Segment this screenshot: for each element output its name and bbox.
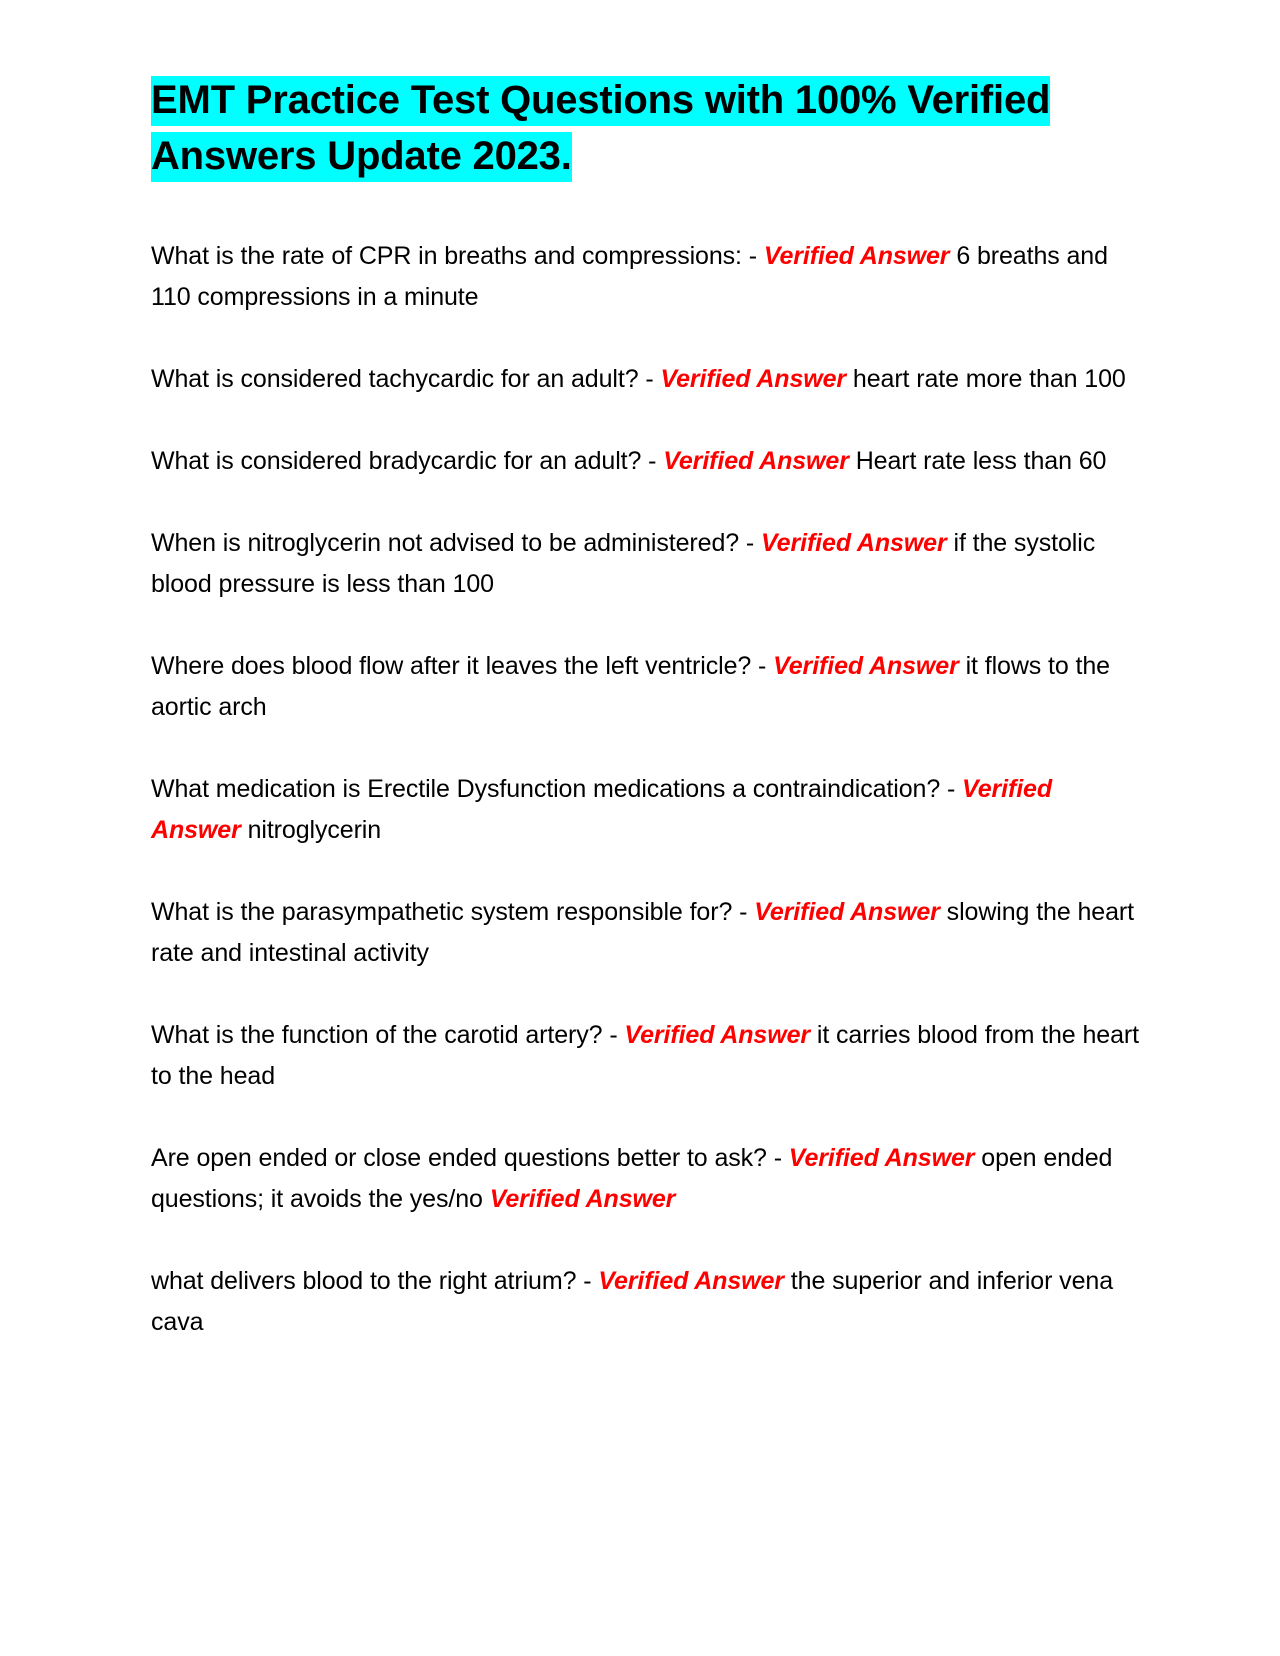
answer-text: open ended questions; it avoids the yes/no xyxy=(151,1144,1113,1213)
verified-answer-label: Verified Answer xyxy=(151,775,1053,844)
document-content xyxy=(151,72,1141,1384)
question-text: Are open ended or close ended questions better to ask? - xyxy=(151,1144,782,1172)
answer-text: it flows to the aortic arch xyxy=(151,652,1110,721)
question-text: What is considered tachycardic for an adult? - xyxy=(151,365,654,393)
answer-text: the superior and inferior vena cava xyxy=(151,1267,1113,1336)
verified-answer-label: Verified Answer xyxy=(773,652,959,680)
question-text: What is the rate of CPR in breaths and compressions: - xyxy=(151,242,757,270)
verified-answer-label: Verified Answer xyxy=(624,1021,811,1049)
verified-answer-label: Verified Answer xyxy=(663,447,849,475)
answer-text: Heart rate less than 60 xyxy=(855,447,1107,475)
verified-answer-label: Verified Answer xyxy=(598,1267,784,1295)
document-title xyxy=(151,72,1141,184)
answer-text: nitroglycerin xyxy=(247,816,382,844)
question-text: When is nitroglycerin not advised to be administered? - xyxy=(151,529,755,557)
verified-answer-label: Verified Answer xyxy=(788,1144,975,1172)
verified-answer-label: Verified Answer xyxy=(660,365,847,393)
qa-item xyxy=(151,1015,1141,1097)
qa-item xyxy=(151,441,1141,482)
question-text: What is considered bradycardic for an adult? - xyxy=(151,447,657,475)
answer-text: it carries blood from the heart to the head xyxy=(151,1021,1139,1090)
answer-text: heart rate more than 100 xyxy=(852,365,1126,393)
answer-text: slowing the heart rate and intestinal activity xyxy=(151,898,1134,967)
qa-item xyxy=(151,359,1141,400)
qa-item xyxy=(151,1261,1141,1343)
verified-answer-label: Verified Answer xyxy=(763,242,950,270)
answer-text: 6 breaths and 110 compressions in a minute xyxy=(151,242,1108,311)
question-text: What medication is Erectile Dysfunction medications a contraindication? - xyxy=(151,775,956,803)
qa-item xyxy=(151,1138,1141,1220)
answer-text: if the systolic blood pressure is less than 100 xyxy=(151,529,1096,598)
qa-item xyxy=(151,892,1141,974)
question-text: Where does blood flow after it leaves the left ventricle? - xyxy=(151,652,767,680)
qa-item xyxy=(151,769,1141,851)
question-text: What is the function of the carotid artery? - xyxy=(151,1021,618,1049)
qa-item xyxy=(151,523,1141,605)
verified-answer-label: Verified Answer xyxy=(754,898,940,926)
question-text: What is the parasympathetic system responsible for? - xyxy=(151,898,748,926)
verified-answer-label: Verified Answer xyxy=(761,529,947,557)
verified-answer-trailing-label: Verified Answer xyxy=(489,1185,676,1213)
title-highlight: EMT Practice Test Questions with 100% Verified Answers Update 2023. xyxy=(151,76,1050,182)
question-text: what delivers blood to the right atrium? - xyxy=(151,1267,592,1295)
qa-item xyxy=(151,236,1141,318)
qa-item xyxy=(151,646,1141,728)
